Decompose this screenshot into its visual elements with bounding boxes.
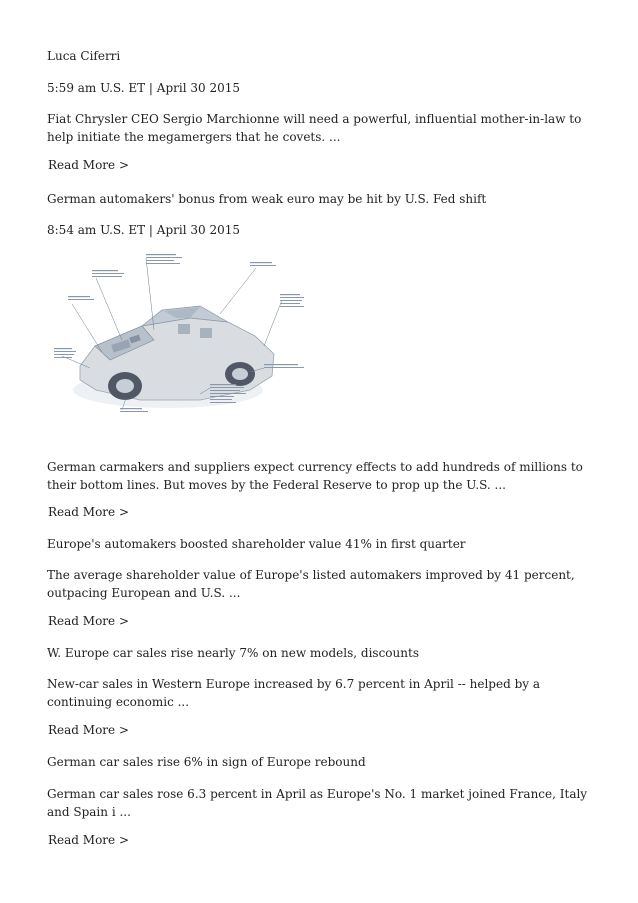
article-summary: German car sales rose 6.3 percent in April as Europe's No. 1 market joined France, Italy and Spain i ... [47, 787, 588, 819]
read-more-link[interactable]: Read More > [48, 505, 130, 519]
article-title[interactable]: W. Europe car sales rise nearly 7% on new models, discounts [47, 646, 419, 660]
article-summary: German carmakers and suppliers expect currency effects to add hundreds of millions to their bottom lines. But moves by the Federal Reserve to prop up the U.S. ... [47, 460, 583, 492]
read-more-link[interactable]: Read More > [48, 158, 130, 172]
article-summary: Fiat Chrysler CEO Sergio Marchionne will need a powerful, influential mother-in-law to help initiate the megamergers that he covets. ... [47, 112, 582, 144]
read-more-link[interactable]: Read More > [48, 833, 130, 847]
article-summary: The average shareholder value of Europe's listed automakers improved by 41 percent, outpacing European and U.S. ... [47, 568, 575, 600]
read-more-link[interactable]: Read More > [48, 614, 130, 628]
article-image [50, 248, 312, 432]
author: Luca Ciferri [47, 49, 121, 63]
article-title[interactable]: German car sales rise 6% in sign of Europe rebound [47, 755, 366, 769]
article-timestamp: 8:54 am U.S. ET | April 30 2015 [47, 223, 240, 237]
car-cutaway-illustration-icon [50, 248, 312, 432]
article-title[interactable]: Europe's automakers boosted shareholder value 41% in first quarter [47, 537, 466, 551]
article-summary: New-car sales in Western Europe increased by 6.7 percent in April -- helped by a continuing economic ... [47, 677, 540, 709]
article-timestamp: 5:59 am U.S. ET | April 30 2015 [47, 81, 240, 95]
article-title[interactable]: German automakers' bonus from weak euro may be hit by U.S. Fed shift [47, 192, 487, 206]
read-more-link[interactable]: Read More > [48, 723, 130, 737]
